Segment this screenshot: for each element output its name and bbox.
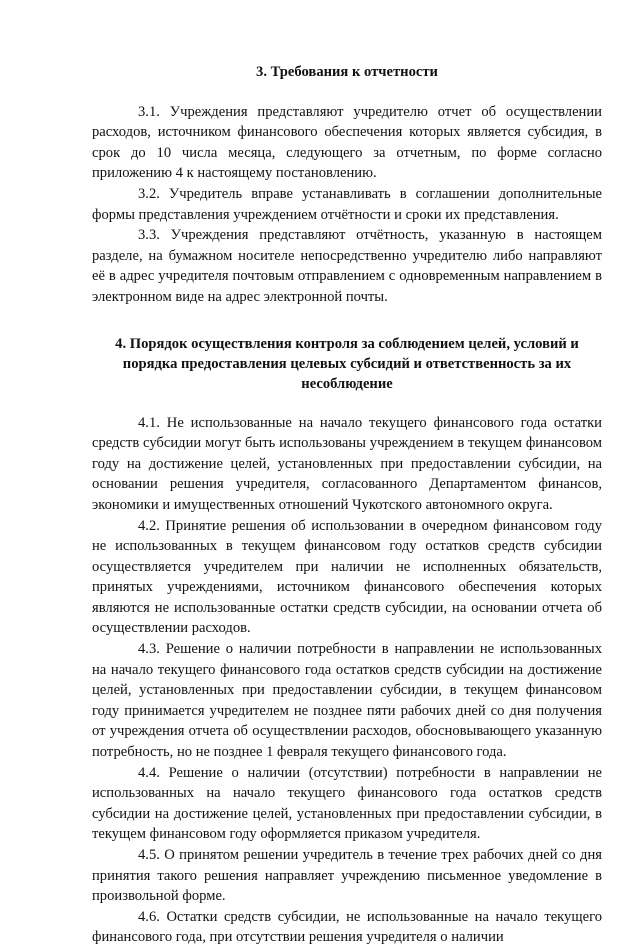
section-3-title: 3. Требования к отчетности xyxy=(256,64,438,80)
paragraph-4-4: 4.4. Решение о наличии (отсутствии) потребности в направлении не использованных на начало текущего финансового года остатков средств субсидии на достижение целей, установленных при предоставлении субсидии, в текущем финансовом году оформляется приказом учредителя. xyxy=(92,764,602,843)
document-page xyxy=(92,62,602,948)
paragraph-4-3: 4.3. Решение о наличии потребности в направлении не использованных на начало текущего финансового года остатков средств субсидии на достижение целей, установленных при предоставлении субсидии, в текущем финансовом году принимается учредителем не позднее пяти рабочих дней со дня получения от учреждения отчета об осуществлении расходов, обосновывающего указанную потребность, но не позднее 1 февраля текущего финансового года. xyxy=(92,641,602,761)
paragraph-3-1: 3.1. Учреждения представляют учредителю отчет об осуществлении расходов, источником финансового обеспечения которых является субсидия, в срок до 10 числа месяца, следующего за отчетным, по форме согласно приложению 4 к настоящему постановлению. xyxy=(92,103,602,182)
paragraph-3-2: 3.2. Учредитель вправе устанавливать в соглашении дополнительные формы представления учреждением отчётности и сроки их представления. xyxy=(92,185,602,223)
paragraph-4-2: 4.2. Принятие решения об использовании в очередном финансовом году не использованных в текущем финансовом году остатков средств субсидии осуществляется учредителем при наличии не исполненных обязательств, принятых учреждениями, источником финансового обеспечения которых являются не использованные остатки средств субсидии, на основании отчета об осуществлении расходов. xyxy=(92,517,602,637)
paragraph-3-3: 3.3. Учреждения представляют отчётность, указанную в настоящем разделе, на бумажном носителе непосредственно учредителю либо направляют её в адрес учредителя почтовым отправлением с одновременным направлением в электронном виде на адрес электронной почты. xyxy=(92,227,602,305)
section-4-title: 4. Порядок осуществления контроля за соблюдением целей, условий и порядка предоставления целевых субсидий и ответственность за их несоблюдение xyxy=(115,335,579,392)
paragraph-4-5: 4.5. О принятом решении учредитель в течение трех рабочих дней со дня принятия такого решения направляет учреждению письменное уведомление в произвольной форме. xyxy=(92,847,602,905)
paragraph-4-6: 4.6. Остатки средств субсидии, не использованные на начало текущего финансового года, при отсутствии решения учредителя о наличии xyxy=(92,908,602,946)
paragraph-4-1: 4.1. Не использованные на начало текущего финансового года остатки средств субсидии могут быть использованы учреждением в текущем финансовом году на достижение целей, установленных при предоставлении субсидии, на основании решения учредителя, согласованного Департаментом финансов, экономики и имущественных отношений Чукотского автономного округа. xyxy=(92,414,602,513)
